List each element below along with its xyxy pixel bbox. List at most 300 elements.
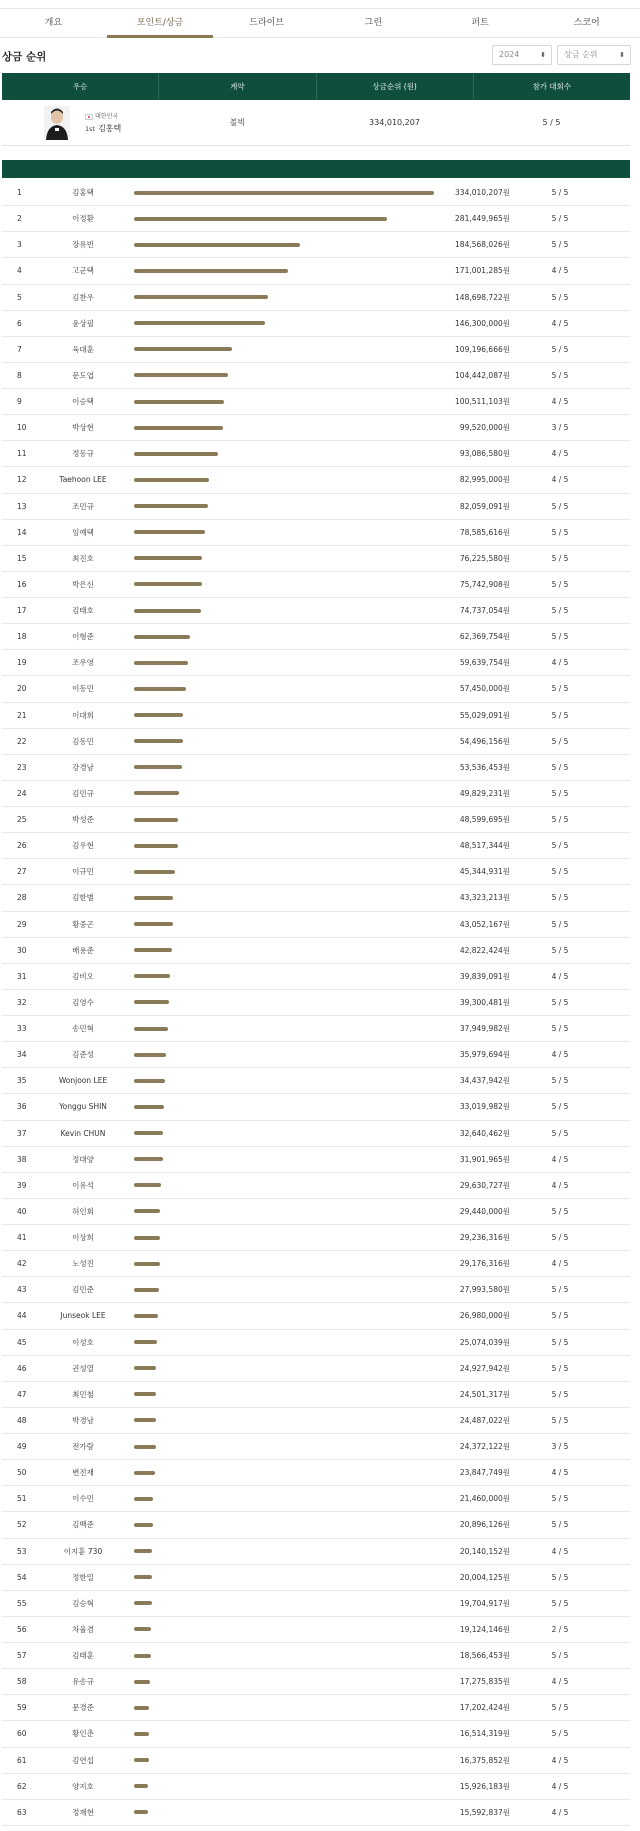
prize-bar bbox=[134, 1418, 156, 1422]
prize-bar-track bbox=[128, 1233, 443, 1243]
events-count: 5 / 5 bbox=[551, 579, 569, 589]
player-name[interactable]: 김민규 bbox=[72, 788, 94, 798]
events-count: 5 / 5 bbox=[551, 867, 569, 877]
table-row bbox=[2, 311, 630, 337]
player-name[interactable]: 유송규 bbox=[72, 1677, 94, 1687]
table-row bbox=[2, 1774, 630, 1800]
prize-amount: 19,124,146원 bbox=[459, 1624, 510, 1634]
player-name[interactable]: 김찬우 bbox=[72, 292, 94, 302]
events-count: 5 / 5 bbox=[551, 501, 569, 511]
prize-bar bbox=[134, 1314, 158, 1318]
rank-number: 14 bbox=[17, 527, 27, 537]
table-row bbox=[2, 232, 630, 258]
events-count: 5 / 5 bbox=[551, 292, 569, 302]
events-count: 4 / 5 bbox=[551, 1468, 569, 1478]
prize-amount: 29,236,316원 bbox=[459, 1233, 510, 1243]
prize-bar bbox=[134, 400, 224, 404]
prize-bar-track bbox=[128, 841, 443, 851]
prize-bar-track bbox=[128, 1076, 443, 1086]
prize-bar bbox=[134, 556, 202, 560]
prize-bar bbox=[134, 582, 202, 586]
table-row bbox=[2, 781, 630, 807]
events-count: 5 / 5 bbox=[551, 1651, 569, 1661]
prize-bar bbox=[134, 1157, 163, 1161]
table-row bbox=[2, 1225, 630, 1251]
table-row bbox=[2, 1330, 630, 1356]
tab-green[interactable]: 그린 bbox=[364, 18, 383, 28]
player-name[interactable]: 이상희 bbox=[72, 1233, 94, 1243]
rank-number: 55 bbox=[17, 1598, 27, 1608]
player-name[interactable]: 박은신 bbox=[72, 579, 94, 589]
prize-amount: 21,460,000원 bbox=[459, 1494, 510, 1504]
events-count: 5 / 5 bbox=[551, 632, 569, 642]
rank-number: 49 bbox=[17, 1442, 27, 1452]
winner-contract: 볼빅 bbox=[229, 118, 246, 127]
tab-putt[interactable]: 퍼트 bbox=[471, 18, 489, 28]
prize-bar-track bbox=[128, 1389, 443, 1399]
prize-bar bbox=[134, 1497, 153, 1501]
player-name[interactable]: 김승혁 bbox=[72, 1598, 94, 1608]
prize-bar bbox=[134, 818, 178, 822]
table-row bbox=[2, 1147, 630, 1173]
prize-bar-track bbox=[128, 1259, 443, 1269]
player-name[interactable]: 박경남 bbox=[72, 1415, 94, 1425]
prize-bar bbox=[134, 1784, 148, 1788]
player-name[interactable]: 배용준 bbox=[72, 945, 94, 955]
table-row bbox=[2, 755, 630, 781]
prize-amount: 62,369,754원 bbox=[459, 632, 510, 642]
rank-number: 40 bbox=[17, 1206, 27, 1216]
winner-row bbox=[2, 100, 630, 146]
table-row bbox=[2, 807, 630, 833]
prize-bar-track bbox=[128, 214, 443, 224]
rank-number: 38 bbox=[17, 1154, 27, 1164]
rank-number: 31 bbox=[17, 971, 27, 981]
prize-bar bbox=[134, 609, 201, 613]
prize-bar bbox=[134, 191, 434, 195]
rank-number: 62 bbox=[17, 1781, 27, 1791]
player-name[interactable]: 김우현 bbox=[72, 841, 94, 851]
events-count: 5 / 5 bbox=[551, 1389, 569, 1399]
rank-number: 11 bbox=[17, 449, 27, 459]
prize-bar-track bbox=[128, 1442, 443, 1452]
prize-bar-track bbox=[128, 1598, 443, 1608]
prize-amount: 32,640,462원 bbox=[459, 1128, 510, 1138]
table-row bbox=[2, 1356, 630, 1382]
events-count: 5 / 5 bbox=[551, 1703, 569, 1713]
player-name[interactable]: 이지훈 730 bbox=[63, 1546, 103, 1556]
player-name[interactable]: 허인회 bbox=[72, 1206, 94, 1216]
prize-bar bbox=[134, 269, 288, 273]
prize-amount: 146,300,000원 bbox=[455, 318, 510, 328]
events-count: 5 / 5 bbox=[551, 1076, 569, 1086]
player-name[interactable]: 황중곤 bbox=[72, 919, 94, 929]
prize-bar bbox=[134, 739, 183, 743]
prize-bar-track bbox=[128, 1807, 443, 1817]
prize-bar-track bbox=[128, 971, 443, 981]
prize-bar bbox=[134, 295, 268, 299]
player-name[interactable]: Taehoon LEE bbox=[59, 475, 107, 485]
rank-number: 18 bbox=[17, 632, 27, 642]
tab-bar bbox=[0, 8, 640, 38]
prize-amount: 16,375,852원 bbox=[459, 1755, 510, 1765]
prize-bar-track bbox=[128, 1024, 443, 1034]
prize-bar bbox=[134, 1262, 160, 1266]
prize-bar-track bbox=[128, 318, 443, 328]
rank-number: 52 bbox=[17, 1520, 27, 1530]
prize-bar-track bbox=[128, 997, 443, 1007]
table-row bbox=[2, 1382, 630, 1408]
tab-score[interactable]: 스코어 bbox=[573, 18, 600, 28]
rank-number: 28 bbox=[17, 893, 27, 903]
player-name[interactable]: 김백준 bbox=[72, 1520, 94, 1530]
player-name[interactable]: 정재현 bbox=[72, 1807, 94, 1817]
prize-bar-track bbox=[128, 1677, 443, 1687]
prize-amount: 39,300,481원 bbox=[459, 997, 510, 1007]
player-name[interactable]: 김태훈 bbox=[72, 1651, 94, 1661]
prize-bar-track bbox=[128, 632, 443, 642]
events-count: 5 / 5 bbox=[551, 1337, 569, 1347]
table-row bbox=[2, 467, 630, 493]
prize-amount: 27,993,580원 bbox=[459, 1285, 510, 1295]
table-row bbox=[2, 1094, 630, 1120]
prize-amount: 26,980,000원 bbox=[459, 1311, 510, 1321]
prize-amount: 34,437,942원 bbox=[459, 1076, 510, 1086]
table-row bbox=[2, 1669, 630, 1695]
rank-number: 43 bbox=[17, 1285, 27, 1295]
prize-bar-track bbox=[128, 893, 443, 903]
prize-bar bbox=[134, 1810, 148, 1814]
player-name[interactable]: 김민준 bbox=[72, 1285, 94, 1295]
prize-bar bbox=[134, 1627, 151, 1631]
player-name[interactable]: Kevin CHUN bbox=[60, 1128, 106, 1138]
table-row bbox=[2, 1068, 630, 1094]
table-row bbox=[2, 1460, 630, 1486]
table-row bbox=[2, 650, 630, 676]
events-count: 5 / 5 bbox=[551, 1415, 569, 1425]
rank-number: 36 bbox=[17, 1102, 27, 1112]
events-count: 5 / 5 bbox=[551, 344, 569, 354]
tab-points-prize[interactable]: 포인트/상금 bbox=[107, 9, 214, 37]
events-count: 5 / 5 bbox=[551, 1024, 569, 1034]
year-select[interactable] bbox=[492, 45, 552, 65]
prize-amount: 16,514,319원 bbox=[459, 1729, 510, 1739]
player-name[interactable]: 권성열 bbox=[72, 1363, 94, 1373]
country-label: 대한민국 bbox=[95, 113, 119, 120]
table-row bbox=[2, 572, 630, 598]
prize-bar bbox=[134, 1732, 149, 1736]
player-name[interactable]: 양지호 bbox=[72, 1781, 94, 1791]
player-name[interactable]: 이대희 bbox=[72, 710, 94, 720]
page-title: 상금 순위 bbox=[2, 51, 47, 63]
rank-number: 33 bbox=[17, 1024, 27, 1034]
prize-amount: 57,450,000원 bbox=[459, 684, 510, 694]
player-name[interactable]: 김준성 bbox=[72, 1050, 94, 1060]
player-name[interactable]: 최민철 bbox=[72, 1389, 94, 1399]
rank-number: 15 bbox=[17, 553, 27, 563]
events-count: 5 / 5 bbox=[551, 370, 569, 380]
player-name[interactable]: 장유빈 bbox=[72, 240, 94, 250]
table-row bbox=[2, 1617, 630, 1643]
player-name[interactable]: 이정환 bbox=[72, 214, 94, 224]
prize-amount: 55,029,091원 bbox=[459, 710, 510, 720]
prize-bar bbox=[134, 1053, 166, 1057]
prize-bar bbox=[134, 217, 387, 221]
table-row bbox=[2, 1016, 630, 1042]
events-count: 5 / 5 bbox=[551, 1494, 569, 1504]
prize-amount: 334,010,207원 bbox=[455, 188, 510, 198]
prize-amount: 45,344,931원 bbox=[459, 867, 510, 877]
prize-bar-track bbox=[128, 1337, 443, 1347]
prize-bar bbox=[134, 1601, 152, 1605]
rank-number: 4 bbox=[17, 266, 22, 276]
player-name[interactable]: Junseok LEE bbox=[60, 1311, 106, 1321]
events-count: 5 / 5 bbox=[551, 684, 569, 694]
player-name[interactable]: 변진재 bbox=[72, 1468, 94, 1478]
prize-bar-track bbox=[128, 1206, 443, 1216]
prize-bar-track bbox=[128, 684, 443, 694]
player-name[interactable]: 김한별 bbox=[72, 893, 94, 903]
table-row bbox=[2, 1486, 630, 1512]
table-row bbox=[2, 1121, 630, 1147]
player-name[interactable]: 윤상필 bbox=[72, 318, 94, 328]
table-row bbox=[2, 337, 630, 363]
player-name[interactable]: 정대양 bbox=[72, 1154, 94, 1164]
events-count: 4 / 5 bbox=[551, 318, 569, 328]
winner-amount: 334,010,207 bbox=[369, 118, 420, 127]
prize-bar bbox=[134, 347, 232, 351]
table-row bbox=[2, 1408, 630, 1434]
player-name[interactable]: 김연섭 bbox=[72, 1755, 94, 1765]
prize-bar bbox=[134, 1758, 149, 1762]
table-row bbox=[2, 1591, 630, 1617]
prize-amount: 78,585,616원 bbox=[459, 527, 510, 537]
player-name[interactable]: 전가람 bbox=[72, 1442, 94, 1452]
player-name[interactable]: 문경준 bbox=[72, 1703, 94, 1713]
player-name[interactable]: 강경남 bbox=[72, 762, 94, 772]
events-count: 5 / 5 bbox=[551, 553, 569, 563]
player-name[interactable]: 김비오 bbox=[72, 971, 94, 981]
table-row bbox=[2, 1173, 630, 1199]
prize-bar-track bbox=[128, 1128, 443, 1138]
rank-number: 9 bbox=[17, 397, 22, 407]
rank-number: 23 bbox=[17, 762, 27, 772]
prize-bar-track bbox=[128, 1520, 443, 1530]
rank-number: 30 bbox=[17, 945, 27, 955]
winner-table-header bbox=[2, 73, 630, 100]
prize-bar bbox=[134, 1105, 164, 1109]
prize-bar-track bbox=[128, 710, 443, 720]
prize-bar-track bbox=[128, 815, 443, 825]
prize-amount: 184,568,026원 bbox=[455, 240, 510, 250]
prize-amount: 31,901,965원 bbox=[459, 1154, 510, 1164]
table-row bbox=[2, 990, 630, 1016]
prize-bar bbox=[134, 1288, 159, 1292]
prize-bar-track bbox=[128, 1651, 443, 1661]
rank-number: 57 bbox=[17, 1651, 27, 1661]
table-row bbox=[2, 258, 630, 284]
table-row bbox=[2, 598, 630, 624]
header-contract: 계약 bbox=[159, 73, 316, 100]
player-name[interactable]: 육대훈 bbox=[72, 344, 94, 354]
prize-amount: 74,737,054원 bbox=[459, 606, 510, 616]
rank-number: 59 bbox=[17, 1703, 27, 1713]
prize-bar bbox=[134, 687, 186, 691]
prize-bar-track bbox=[128, 762, 443, 772]
prize-amount: 37,949,982원 bbox=[459, 1024, 510, 1034]
prize-bar-track bbox=[128, 1050, 443, 1060]
rank-number: 24 bbox=[17, 788, 27, 798]
table-row bbox=[2, 703, 630, 729]
prize-amount: 100,511,103원 bbox=[455, 397, 510, 407]
updown-caret-icon: ⬍ bbox=[619, 51, 625, 59]
player-name[interactable]: 문도엽 bbox=[72, 370, 94, 380]
player-name[interactable]: 이성호 bbox=[72, 1337, 94, 1347]
table-row bbox=[2, 520, 630, 546]
table-row bbox=[2, 1434, 630, 1460]
prize-bar-track bbox=[128, 1755, 443, 1765]
player-name[interactable]: 이유석 bbox=[72, 1180, 94, 1190]
player-name[interactable]: Yonggu SHIN bbox=[59, 1102, 107, 1112]
prize-bar-track bbox=[128, 1729, 443, 1739]
table-row bbox=[2, 1539, 630, 1565]
player-name[interactable]: 고군택 bbox=[72, 266, 94, 276]
player-name[interactable]: 박성준 bbox=[72, 815, 94, 825]
prize-bar bbox=[134, 948, 172, 952]
events-count: 4 / 5 bbox=[551, 266, 569, 276]
player-name[interactable]: 정동규 bbox=[72, 449, 94, 459]
rank-number: 47 bbox=[17, 1389, 27, 1399]
rank-number: 13 bbox=[17, 501, 27, 511]
events-count: 5 / 5 bbox=[551, 841, 569, 851]
tab-drive[interactable]: 드라이브 bbox=[249, 18, 285, 28]
prize-bar bbox=[134, 1027, 168, 1031]
player-name[interactable]: 조우영 bbox=[72, 658, 94, 668]
table-row bbox=[2, 1800, 630, 1826]
player-name[interactable]: 이동민 bbox=[72, 684, 94, 694]
prize-amount: 82,059,091원 bbox=[459, 501, 510, 511]
prize-bar bbox=[134, 1706, 149, 1710]
player-name[interactable]: 노성진 bbox=[72, 1259, 94, 1269]
prize-bar bbox=[134, 426, 223, 430]
prize-bar-track bbox=[128, 919, 443, 929]
prize-amount: 15,592,837원 bbox=[459, 1807, 510, 1817]
prize-bar bbox=[134, 974, 170, 978]
events-count: 5 / 5 bbox=[551, 997, 569, 1007]
player-name[interactable]: 황인춘 bbox=[72, 1729, 94, 1739]
player-name[interactable]: 박상현 bbox=[72, 423, 94, 433]
events-count: 4 / 5 bbox=[551, 1781, 569, 1791]
prize-amount: 104,442,087원 bbox=[455, 370, 510, 380]
table-row bbox=[2, 363, 630, 389]
rank-number: 5 bbox=[17, 292, 22, 302]
player-name[interactable]: 이승택 bbox=[72, 397, 94, 407]
prize-amount: 148,698,722원 bbox=[455, 292, 510, 302]
prize-amount: 49,829,231원 bbox=[459, 788, 510, 798]
table-row bbox=[2, 624, 630, 650]
tab-overview[interactable]: 개요 bbox=[44, 18, 63, 28]
prize-amount: 76,225,580원 bbox=[459, 553, 510, 563]
prize-amount: 82,995,000원 bbox=[459, 475, 510, 485]
table-row bbox=[2, 964, 630, 990]
prize-amount: 35,979,694원 bbox=[459, 1050, 510, 1060]
player-name[interactable]: 김동민 bbox=[72, 736, 94, 746]
events-count: 4 / 5 bbox=[551, 1050, 569, 1060]
player-name[interactable]: 송민혁 bbox=[72, 1024, 94, 1034]
rank-number: 1 bbox=[17, 188, 22, 198]
prize-bar-track bbox=[128, 1154, 443, 1164]
prize-bar-track bbox=[128, 1624, 443, 1634]
prize-amount: 53,536,453원 bbox=[459, 762, 510, 772]
rank-number: 35 bbox=[17, 1076, 27, 1086]
prize-amount: 24,927,942원 bbox=[459, 1363, 510, 1373]
events-count: 5 / 5 bbox=[551, 736, 569, 746]
prize-amount: 171,001,285원 bbox=[455, 266, 510, 276]
player-name[interactable]: 정한밀 bbox=[72, 1572, 94, 1582]
player-name[interactable]: 이수민 bbox=[72, 1494, 94, 1504]
player-name[interactable]: 김홍택 bbox=[72, 188, 94, 198]
rank-number: 54 bbox=[17, 1572, 27, 1582]
prize-amount: 20,140,152원 bbox=[459, 1546, 510, 1556]
ranking-list-header bbox=[2, 160, 630, 178]
prize-bar-track bbox=[128, 266, 443, 276]
prize-amount: 24,501,317원 bbox=[459, 1389, 510, 1399]
events-count: 5 / 5 bbox=[551, 214, 569, 224]
prize-bar bbox=[134, 1471, 155, 1475]
prize-bar bbox=[134, 1183, 161, 1187]
player-name[interactable]: 임예택 bbox=[72, 527, 94, 537]
prize-bar bbox=[134, 922, 173, 926]
player-name[interactable]: 이형준 bbox=[72, 632, 94, 642]
player-name[interactable]: 차율겸 bbox=[72, 1624, 94, 1634]
prize-bar-track bbox=[128, 370, 443, 380]
events-count: 4 / 5 bbox=[551, 1546, 569, 1556]
events-count: 4 / 5 bbox=[551, 397, 569, 407]
prize-amount: 48,517,344원 bbox=[459, 841, 510, 851]
table-row bbox=[2, 1643, 630, 1669]
table-row bbox=[2, 1512, 630, 1538]
korea-flag-icon bbox=[85, 114, 93, 120]
events-count: 5 / 5 bbox=[551, 1128, 569, 1138]
first-place-tag: 1st bbox=[85, 125, 96, 133]
prize-bar-track bbox=[128, 867, 443, 877]
events-count: 5 / 5 bbox=[551, 815, 569, 825]
prize-bar-track bbox=[128, 449, 443, 459]
prize-amount: 43,323,213원 bbox=[459, 893, 510, 903]
ranking-type-select-value: 상금 순위 bbox=[564, 50, 598, 59]
player-name[interactable]: 김태호 bbox=[72, 606, 94, 616]
rank-number: 19 bbox=[17, 658, 27, 668]
prize-amount: 29,630,727원 bbox=[459, 1180, 510, 1190]
prize-bar bbox=[134, 530, 205, 534]
ranking-type-select[interactable] bbox=[557, 45, 631, 65]
player-name[interactable]: 이규민 bbox=[72, 867, 94, 877]
rank-number: 44 bbox=[17, 1311, 27, 1321]
prize-bar bbox=[134, 1654, 151, 1658]
player-name[interactable]: 조민규 bbox=[72, 501, 94, 511]
events-count: 4 / 5 bbox=[551, 1807, 569, 1817]
prize-bar bbox=[134, 765, 182, 769]
table-row bbox=[2, 912, 630, 938]
events-count: 3 / 5 bbox=[551, 423, 569, 433]
player-name[interactable]: 김영수 bbox=[72, 997, 94, 1007]
prize-bar bbox=[134, 1131, 163, 1135]
player-name[interactable]: Wonjoon LEE bbox=[58, 1076, 108, 1086]
winner-name[interactable]: 김홍택 bbox=[98, 124, 122, 133]
table-row bbox=[2, 676, 630, 702]
player-name[interactable]: 최진호 bbox=[72, 553, 94, 563]
prize-amount: 42,822,424원 bbox=[459, 945, 510, 955]
